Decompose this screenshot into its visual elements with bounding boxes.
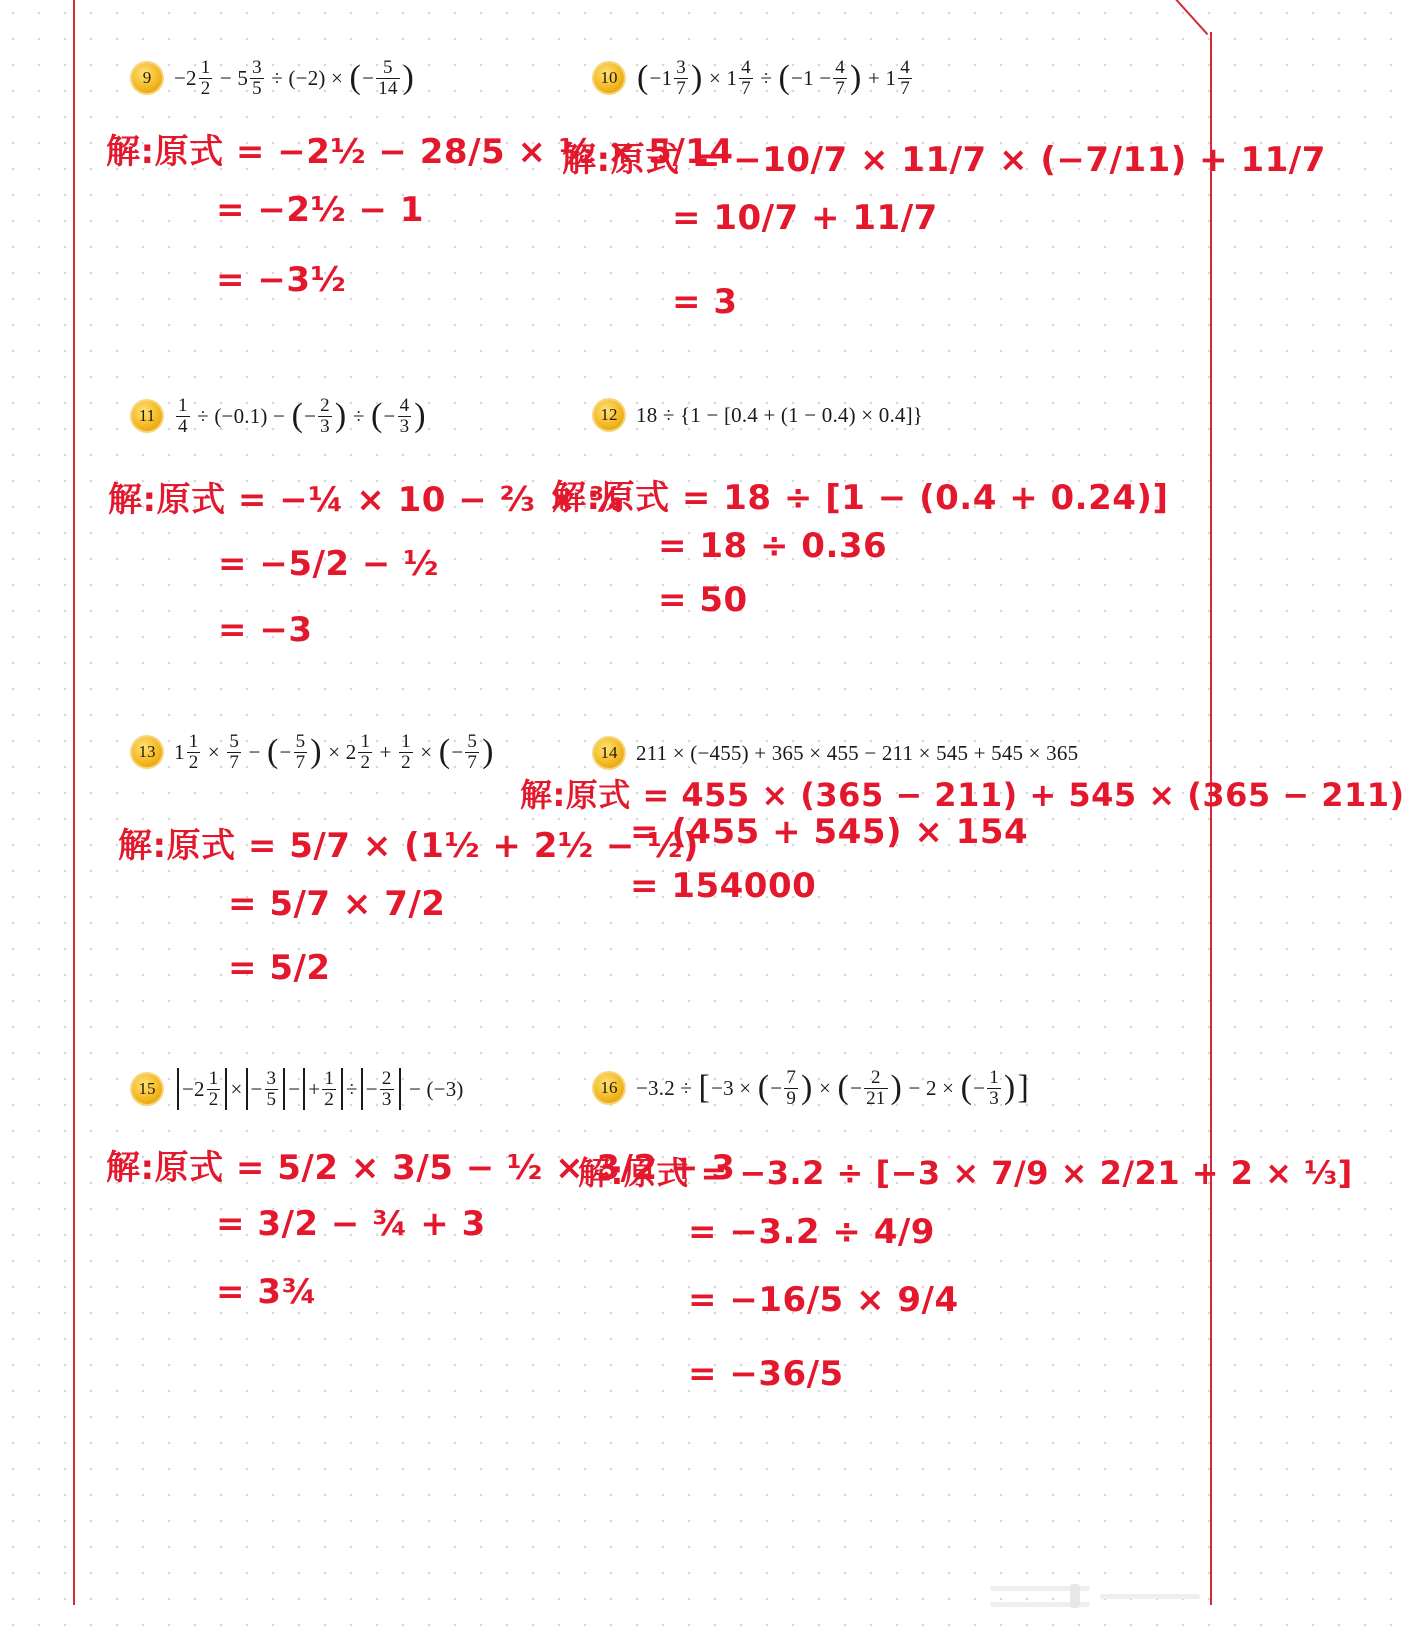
- fraction: [376, 58, 399, 99]
- paren: (: [371, 397, 383, 435]
- numerator: 5: [295, 731, 306, 752]
- denominator: 3: [399, 415, 410, 437]
- paren: (: [267, 733, 279, 771]
- fraction: [784, 1068, 798, 1109]
- term: (−2): [288, 65, 326, 90]
- operator: −: [383, 403, 396, 428]
- paren: ): [801, 1069, 813, 1107]
- solution-line: = 3¾: [216, 1272, 318, 1312]
- numerator: 5: [467, 731, 478, 752]
- operator: ×: [230, 1076, 243, 1101]
- solution-line: = −16/5 × 9/4: [688, 1280, 959, 1320]
- operator: −: [248, 739, 261, 764]
- operator: ×: [420, 739, 433, 764]
- solution-line: 解:原式 = 5/7 × (1½ + 2½ − ½): [118, 826, 699, 866]
- problem-11: [132, 396, 427, 437]
- abs-bar: [225, 1068, 227, 1110]
- solution-line: = −3: [218, 610, 313, 650]
- fraction: [380, 1069, 394, 1110]
- operator: −: [365, 1076, 378, 1101]
- operator: −: [362, 65, 375, 90]
- problem-expression: [636, 1068, 1030, 1109]
- paren: (: [778, 59, 791, 97]
- fraction: [207, 1069, 221, 1110]
- problem-number-badge: 12: [594, 400, 624, 430]
- solution-line: = 3/2 − ¾ + 3: [216, 1204, 486, 1244]
- denominator: 21: [866, 1087, 886, 1109]
- denominator: 9: [786, 1087, 797, 1109]
- bracket: ]: [1017, 1069, 1029, 1107]
- numerator: 3: [676, 57, 686, 78]
- denominator: 4: [178, 415, 188, 437]
- operator: +: [308, 1076, 321, 1101]
- problem-number-badge: 13: [132, 737, 162, 767]
- numerator: 5: [229, 731, 240, 752]
- right-margin-line: [1210, 32, 1212, 1605]
- problem-10: [594, 58, 914, 99]
- problem-expression: [174, 732, 495, 773]
- paren: (: [291, 397, 304, 435]
- scroll-track-line: [1100, 1594, 1200, 1599]
- denominator: 5: [252, 77, 262, 99]
- fraction: [864, 1068, 887, 1109]
- paren: ): [402, 59, 415, 97]
- denominator: 3: [989, 1087, 999, 1109]
- fraction: [250, 58, 264, 99]
- fraction: [739, 58, 753, 99]
- operator: ÷: [760, 65, 773, 90]
- problem-15: [132, 1068, 464, 1110]
- denominator: 2: [360, 751, 371, 773]
- operator: −: [770, 1075, 783, 1100]
- left-margin-line: [73, 0, 75, 1605]
- fraction: [398, 396, 412, 437]
- fraction: [265, 1069, 279, 1110]
- numerator: 4: [900, 57, 910, 78]
- fraction: [358, 732, 372, 773]
- operator: ×: [328, 739, 341, 764]
- term: −1: [649, 65, 673, 90]
- paren: (: [837, 1069, 850, 1107]
- solution-line: = 50: [658, 580, 748, 620]
- operator: −: [850, 1075, 863, 1100]
- denominator: 2: [200, 77, 211, 99]
- numerator: 1: [360, 731, 371, 752]
- solution-line: = −3½: [216, 260, 347, 300]
- denominator: 2: [401, 751, 411, 773]
- solution-line: 解:原式 = −10/7 × 11/7 × (−7/11) + 11/7: [562, 140, 1326, 180]
- fraction: [318, 396, 332, 437]
- operator: −: [304, 403, 317, 428]
- problem-16: [594, 1068, 1030, 1109]
- solution-line: = 154000: [630, 866, 817, 906]
- operator: −: [288, 1076, 301, 1101]
- numerator: 7: [786, 1067, 797, 1088]
- paren: ): [890, 1069, 903, 1107]
- fraction: [294, 732, 308, 773]
- numerator: 1: [188, 731, 199, 752]
- fraction: [199, 58, 213, 99]
- denominator: 2: [208, 1088, 219, 1110]
- term: − (−3): [408, 1076, 464, 1101]
- problem-expression: 18 ÷ {1 − [0.4 + (1 − 0.4) × 0.4]}: [636, 402, 924, 427]
- solution-line: = 3: [672, 282, 738, 322]
- numerator: 1: [208, 1067, 219, 1089]
- numerator: 1: [989, 1067, 999, 1088]
- solution-line: = 5/2: [228, 948, 331, 988]
- problem-number-badge: 10: [594, 63, 624, 93]
- fraction: [898, 58, 912, 99]
- fraction: [674, 58, 688, 99]
- problem-number-badge: 11: [132, 401, 162, 431]
- solution-line: = −2½ − 1: [216, 190, 424, 230]
- term: −3.2 ÷: [636, 1075, 693, 1100]
- operator: ÷: [352, 403, 365, 428]
- problem-14: [594, 738, 1078, 768]
- problem-expression: 211 × (−455) + 365 × 455 − 211 × 545 + 545 × 365: [636, 740, 1079, 765]
- numerator: 4: [399, 395, 410, 416]
- denominator: 3: [381, 1088, 392, 1110]
- problem-number-badge: 15: [132, 1074, 162, 1104]
- abs-bar: [177, 1068, 179, 1110]
- problem-12: [594, 400, 923, 430]
- operator: ×: [819, 1075, 832, 1100]
- fraction: [987, 1068, 1001, 1109]
- numerator: 1: [324, 1067, 335, 1089]
- problem-number-badge: 9: [132, 63, 162, 93]
- abs-bar: [341, 1068, 343, 1110]
- problem-9: [132, 58, 415, 99]
- denominator: 2: [324, 1088, 335, 1110]
- numerator: 2: [870, 1067, 881, 1088]
- operator: −: [219, 65, 232, 90]
- problem-expression: [636, 58, 914, 99]
- solution-line: 解:原式 = 5/2 × 3/5 − ½ × 3/2 + 3: [106, 1148, 736, 1188]
- term: −2: [182, 1076, 205, 1101]
- denominator: 3: [320, 415, 330, 437]
- numerator: 5: [382, 57, 393, 78]
- paren: ): [690, 59, 703, 97]
- denominator: 7: [900, 77, 910, 99]
- term: −2: [174, 65, 197, 90]
- solution-line: = 18 ÷ 0.36: [658, 526, 888, 566]
- operator: ×: [708, 65, 722, 90]
- solution-line: 解:原式 = 18 ÷ [1 − (0.4 + 0.24)]: [552, 478, 1169, 518]
- term: ÷ (−0.1) −: [197, 403, 286, 428]
- paren: ): [1003, 1069, 1016, 1107]
- corner-fold-line: [1168, 0, 1208, 35]
- solution-line: 解:原式 = 455 × (365 − 211) + 545 × (365 − 211): [520, 776, 1405, 814]
- operator: +: [867, 65, 881, 90]
- abs-bar: [283, 1068, 285, 1110]
- fraction: [465, 732, 479, 773]
- paren: ): [310, 733, 322, 771]
- numerator: 1: [200, 57, 211, 78]
- paren: (: [637, 59, 649, 97]
- term: −3 ×: [711, 1075, 752, 1100]
- abs-bar: [361, 1068, 363, 1110]
- term: − 2 ×: [908, 1075, 955, 1100]
- numerator: 4: [741, 57, 751, 78]
- scroll-knob[interactable]: [1070, 1584, 1080, 1608]
- abs-bar: [303, 1068, 305, 1110]
- fraction: [227, 732, 241, 773]
- denominator: 5: [266, 1088, 277, 1110]
- fraction: [187, 732, 201, 773]
- denominator: 7: [676, 77, 686, 99]
- term: −1 −: [791, 65, 832, 90]
- operator: ×: [207, 739, 220, 764]
- problem-expression: [174, 1068, 464, 1110]
- paren: (: [757, 1069, 770, 1107]
- term: 1: [726, 65, 738, 90]
- solution-line: 解:原式 = −2½ − 28/5 × ½ × 5/14: [106, 132, 734, 172]
- solution-line: = −36/5: [688, 1354, 844, 1394]
- solution-line: = −5/2 − ½: [218, 544, 439, 584]
- operator: −: [250, 1076, 263, 1101]
- operator: ÷: [271, 65, 283, 90]
- paren: (: [960, 1069, 973, 1107]
- bracket: [: [698, 1069, 711, 1107]
- operator: ÷: [346, 1076, 358, 1101]
- operator: ×: [331, 65, 344, 90]
- term: 2: [345, 739, 357, 764]
- paren: ): [334, 397, 347, 435]
- solution-line: = (455 + 545) × 154: [630, 812, 1029, 852]
- abs-bar: [246, 1068, 248, 1110]
- solution-line: 解:原式 = −3.2 ÷ [−3 × 7/9 × 2/21 + 2 × ⅓]: [578, 1154, 1353, 1192]
- fraction: [833, 58, 847, 99]
- denominator: 7: [741, 77, 751, 99]
- numerator: 3: [266, 1067, 277, 1089]
- problem-expression: [174, 396, 427, 437]
- paren: (: [349, 59, 362, 97]
- denominator: 7: [295, 751, 306, 773]
- denominator: 2: [188, 751, 199, 773]
- problem-number-badge: 16: [594, 1073, 624, 1103]
- solution-line: = −3.2 ÷ 4/9: [688, 1212, 935, 1252]
- solution-line: = 5/7 × 7/2: [228, 884, 446, 924]
- numerator: 2: [320, 395, 330, 416]
- operator: −: [973, 1075, 986, 1100]
- solution-line: 解:原式 = −¼ × 10 − ⅔ × ¾: [108, 480, 625, 520]
- denominator: 14: [378, 77, 398, 99]
- numerator: 1: [178, 395, 188, 416]
- problem-expression: [174, 58, 415, 99]
- problem-13: [132, 732, 495, 773]
- paren: (: [438, 733, 451, 771]
- fraction: [176, 396, 190, 437]
- problem-number-badge: 14: [594, 738, 624, 768]
- fraction: [399, 732, 413, 773]
- denominator: 7: [229, 751, 240, 773]
- abs-bar: [399, 1068, 401, 1110]
- operator: −: [451, 739, 464, 764]
- operator: +: [379, 739, 392, 764]
- operator: −: [279, 739, 292, 764]
- numerator: 2: [381, 1067, 392, 1089]
- numerator: 3: [252, 57, 262, 78]
- scroll-handle[interactable]: [990, 1582, 1220, 1610]
- paren: ): [482, 733, 494, 771]
- term: 5: [237, 65, 249, 90]
- fraction: [322, 1069, 336, 1110]
- term: 1: [885, 65, 897, 90]
- term: 1: [174, 739, 185, 764]
- numerator: 4: [835, 57, 845, 78]
- numerator: 1: [401, 731, 411, 752]
- paren: ): [414, 397, 426, 435]
- solution-line: = 10/7 + 11/7: [672, 198, 938, 238]
- denominator: 7: [467, 751, 478, 773]
- paren: ): [850, 59, 862, 97]
- denominator: 7: [835, 77, 845, 99]
